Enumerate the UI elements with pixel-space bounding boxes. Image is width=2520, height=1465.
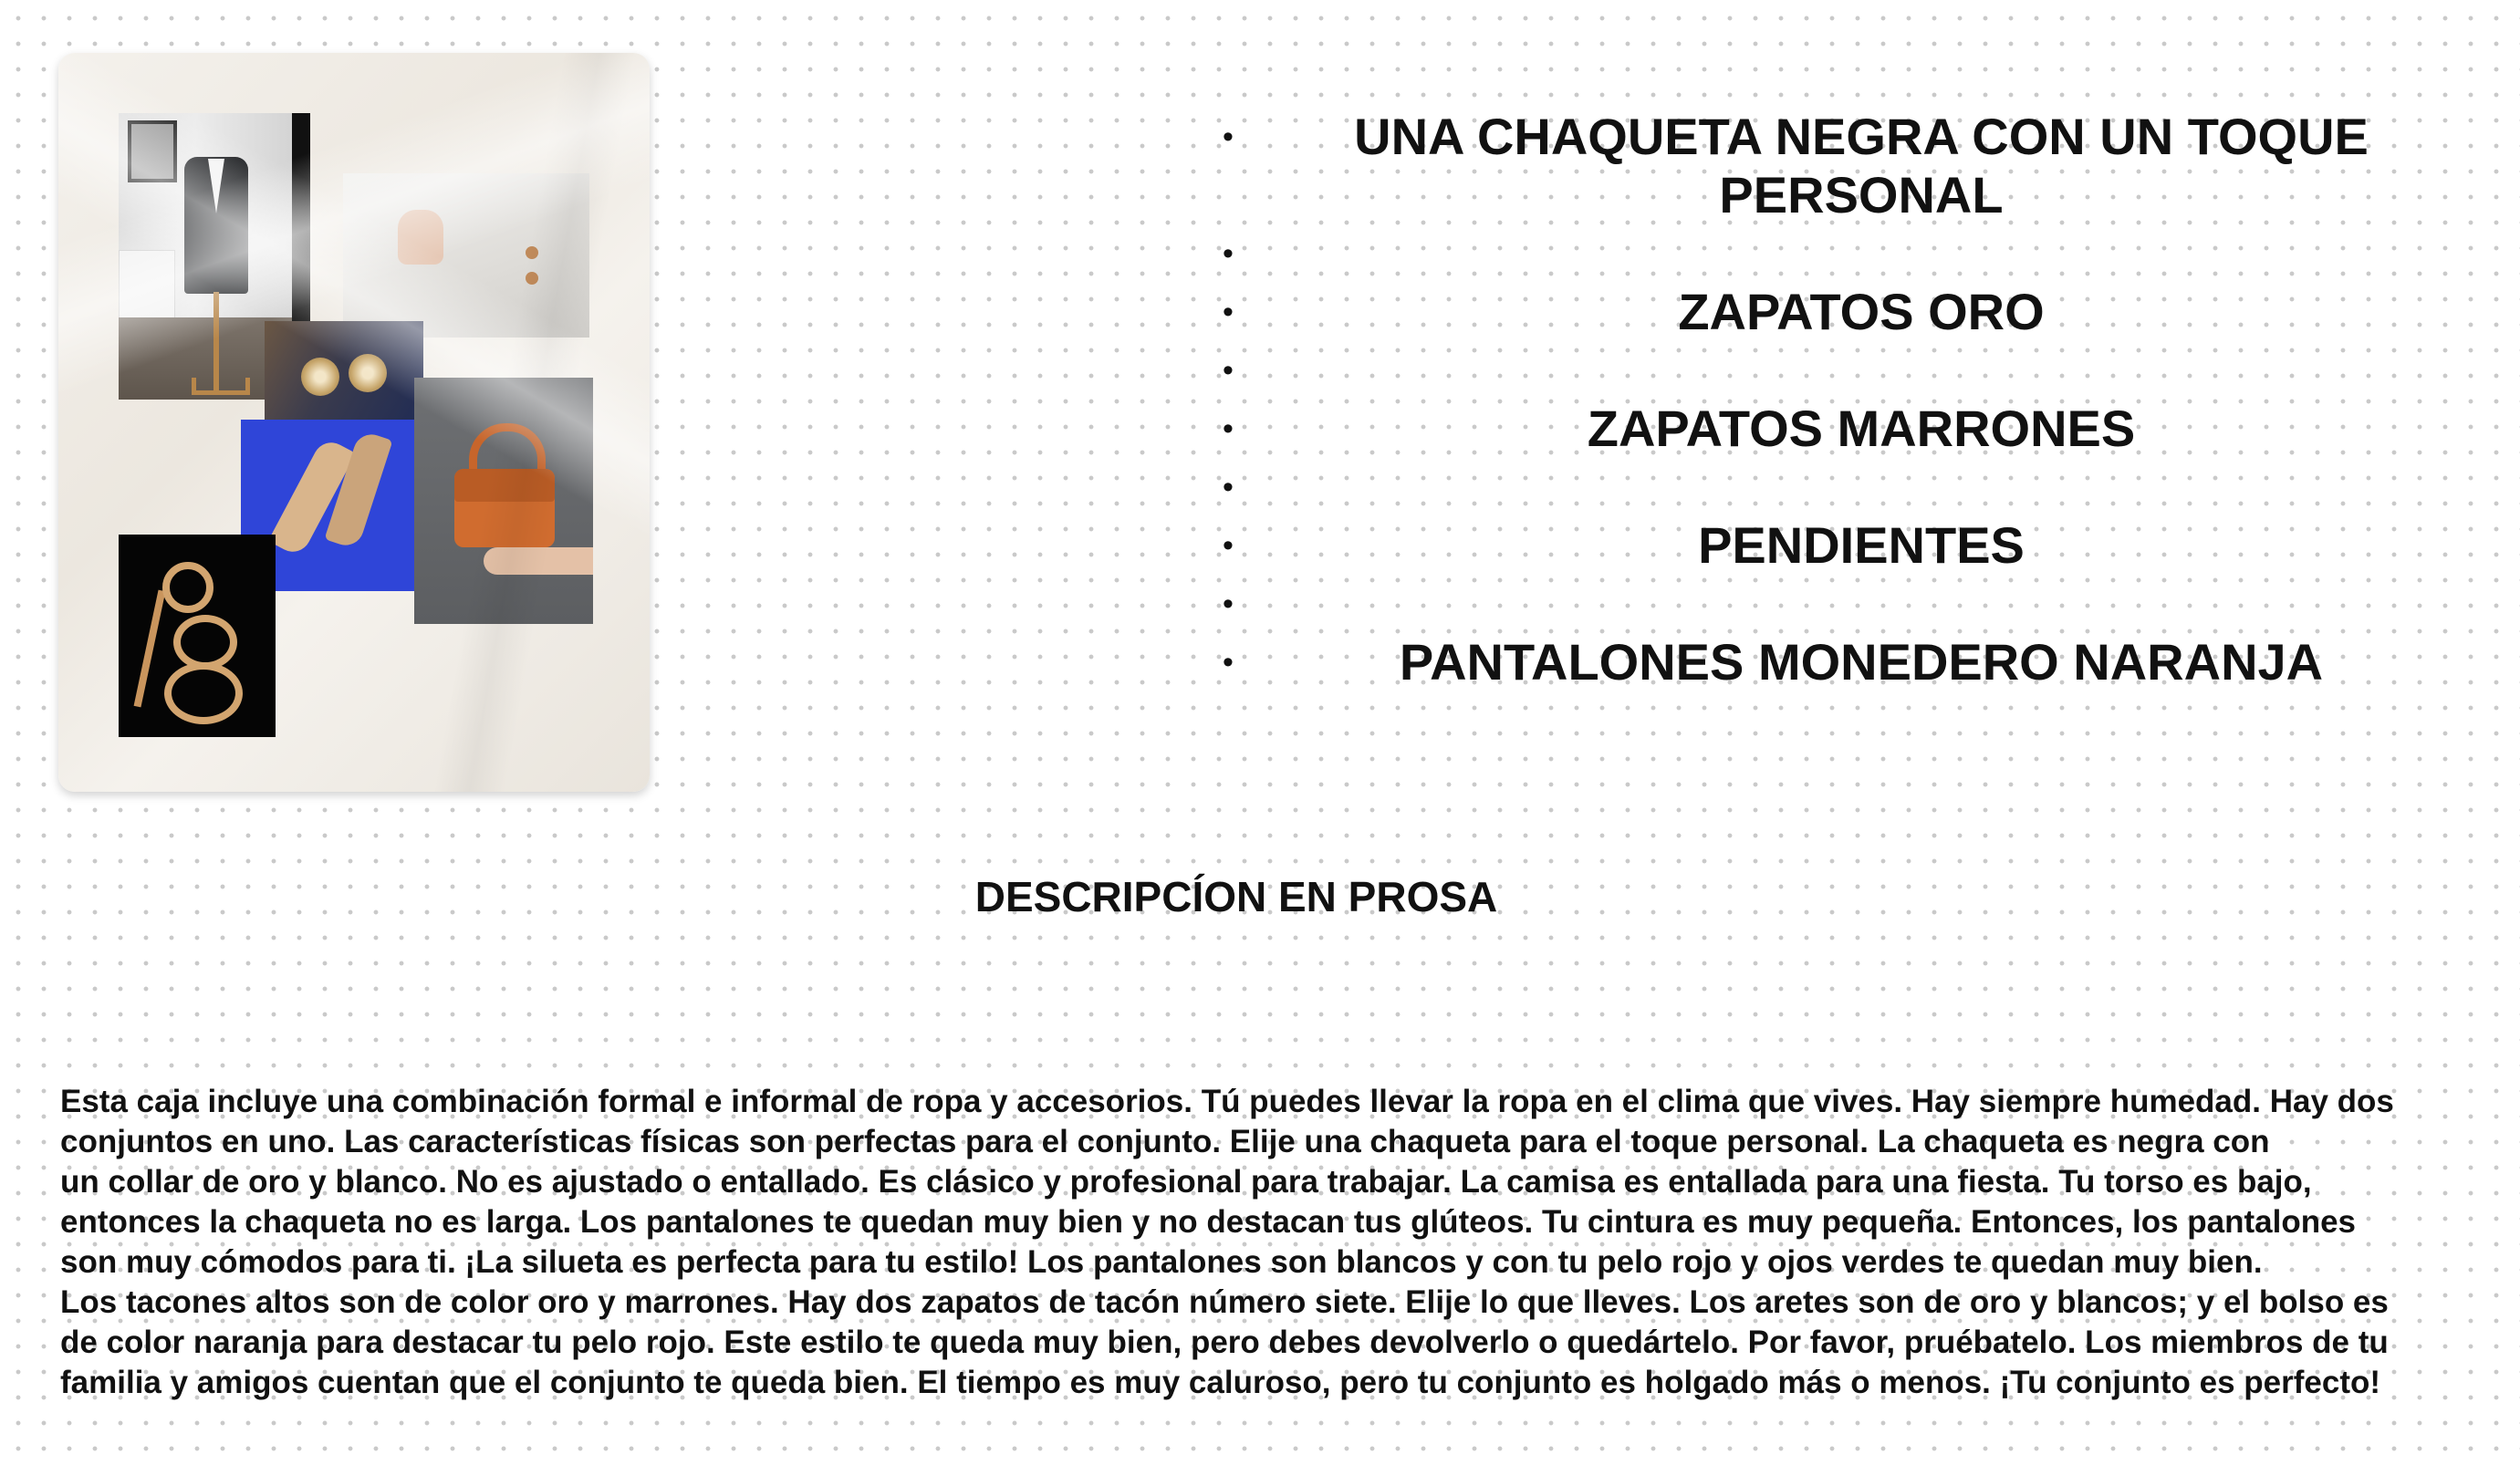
gold-strappy-heels-photo	[119, 535, 276, 737]
gold-earrings-photo	[265, 321, 423, 431]
wall-frame-shape	[128, 120, 177, 182]
list-item-brown-shoes: • ZAPATOS MARRONES	[1223, 400, 2445, 458]
strap-shape	[173, 615, 237, 670]
heel-shape	[134, 590, 166, 708]
section-heading: DESCRIPCÍON EN PROSA	[974, 873, 1498, 920]
outfit-bullet-list	[1223, 108, 2445, 691]
list-item-empty	[1223, 224, 2445, 283]
moodboard-collage[interactable]	[58, 53, 650, 792]
list-item-jacket: • UNA CHAQUETA NEGRA CON UN TOQUE PERSONAL	[1223, 108, 2445, 224]
orange-handbag-photo	[414, 378, 593, 624]
list-item-empty	[1223, 458, 2445, 516]
bag-flap-shape	[454, 469, 555, 502]
list-item-empty	[1223, 341, 2445, 400]
earring-shape	[301, 358, 339, 396]
list-item-empty	[1223, 575, 2445, 633]
mannequin-feet-shape	[192, 378, 250, 395]
prose-description[interactable]: Esta caja incluye una combinación formal e informal de ropa y accesorios. Tú puedes llevar la ropa en el clima que vives. Hay siempre humedad. Hay dos conjuntos en uno. Las características físicas son perfectas para el conjunto. Elije una chaqueta para el toque personal. La chaqueta es negra con un collar de oro y blanco. No es ajustado o entallado. Es clásico y profesional para trabajar. La camisa es entallada para una fiesta. Tu torso es bajo, entonces la chaqueta no es larga. Los pantalones te quedan muy bien y no destacan tus glúteos. Tu cintura es muy pequeña. Entonces, los pantalones son muy cómodos para ti. ¡La silueta es perfecta para tu estilo! Los pantalones son blancos y con tu pelo rojo y ojos verdes te quedan muy bien. Los tacones altos son de color oro y marrones. Hay dos zapatos de tacón número siete. Elije lo que lleves. Los aretes son de oro y blancos; y el bolso es de color naranja para destacar tu pelo rojo. Este estilo te queda muy bien, pero debes devolverlo o quedártelo. Por favor, pruébatelo. Los miembros de tu familia y amigos cuentan que el conjunto te queda bien. El tiempo es muy caluroso, pero tu conjunto es holgado más o menos. ¡Tu conjunto es perfecto!	[60, 1084, 2394, 1400]
white-trousers-photo	[343, 173, 589, 338]
trouser-button-shape	[526, 246, 538, 259]
list-item-trousers-purse: • PANTALONES MONEDERO NARANJA	[1223, 633, 2445, 691]
strap-shape	[164, 662, 243, 724]
list-item-gold-shoes: • ZAPATOS ORO	[1223, 283, 2445, 341]
trouser-button-shape	[526, 272, 538, 285]
hand-shape	[484, 547, 593, 575]
earring-shape	[349, 354, 387, 392]
list-item-earrings: • PENDIENTES	[1223, 516, 2445, 575]
strap-shape	[162, 562, 213, 613]
hand-shape	[398, 210, 443, 265]
